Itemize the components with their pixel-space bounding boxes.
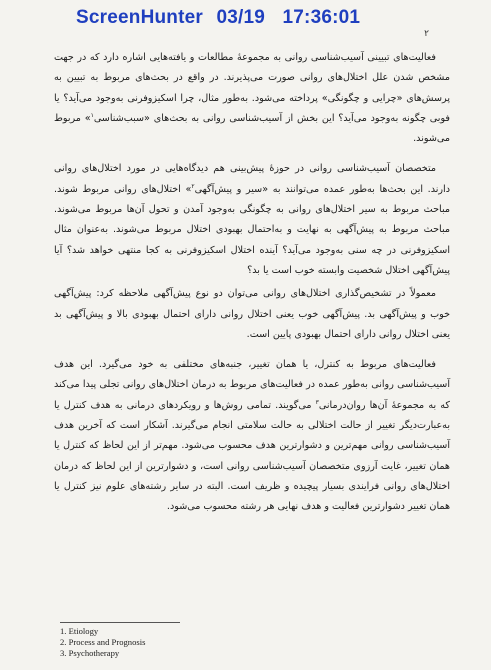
screenshot-banner [76, 7, 360, 29]
footnote-item: 2. Process and Prognosis [60, 637, 146, 647]
paragraph: متخصصان آسیب‌شناسی روانی در حوزهٔ پیش‌بینی هم دیدگاه‌هایی در مورد اختلال‌های روانی دارند. این بحث‌ها به‌طور عمده می‌توانند به «سیر و پیش‌آگهی$^۲$» اختلال‌های روانی مربوط شوند. مباحث مربوط به سیر اختلال‌های روانی به چگونگی به‌وجود آمدن و تحول آن‌ها مربوط می‌شوند. مباحث مربوط به پیش‌آگهی به نهایت و به‌احتمال بهبودی اختلال مربوط می‌شوند. به‌عنوان مثال اسکیزوفرنی در چه سنی به‌وجود می‌آید؟ آینده اختلال اسکیزوفرنی به کجا منتهی خواهد شد؟ آیا پیش‌آگهی اختلال شخصیت وابسته خوب است یا بد؟ [54, 163, 450, 276]
paragraph: معمولاً در تشخیص‌گذاری اختلال‌های روانی می‌توان دو نوع پیش‌آگهی ملاحظه کرد: پیش‌آگهی خوب و پیش‌آگهی بد. پیش‌آگهی خوب یعنی اختلال روانی دارای احتمال بهبودی بالا و پیش‌آگهی بد یعنی اختلال روانی دارای احتمال بهبودی پایین است. [54, 288, 450, 340]
footnote-divider [60, 622, 180, 623]
footnotes [60, 626, 145, 659]
footnote-ref: ۲ [191, 182, 195, 190]
banner-time: 17:36:01 [282, 7, 361, 28]
footnote-ref: ۱ [90, 111, 94, 119]
footnote-item: 3. Psychotherapy [60, 648, 120, 658]
footnote-ref: ۳ [315, 398, 319, 406]
banner-app-name: ScreenHunter [76, 7, 203, 28]
running-head: ۲ [424, 29, 429, 39]
footnote-item: 1. Etiology [60, 626, 99, 636]
body-text [54, 48, 450, 518]
paragraph: فعالیت‌های مربوط به کنترل، یا همان تغییر، جنبه‌های مختلفی به خود می‌گیرد. این هدف آسیب‌شناسی روانی به‌طور عمده در فعالیت‌های مربوط به درمان اختلال‌های روانی تجلی پیدا می‌کند که به مجموعهٔ آن‌ها روان‌درمانی$^۳$ می‌گویند. تمامی روش‌ها و رویکردهای درمانی به هدف کنترل یا به‌عبارت‌دیگر تغییر از حالت اختلالی به حالت سلامتی انجام می‌گیرند. آشکار است که آخرین هدف آسیب‌شناسی روانی مهم‌ترین و دشوارترین هدف محسوب می‌شود. مهم‌تر از این لحاظ که کنترل یا همان تغییر، غایت آرزوی متخصصان آسیب‌شناسی روانی است، و دشوارترین از این لحاظ که درمان اختلال‌های روانی فرایندی بسیار پیچیده و ظریف است. البته در سایر رشته‌های علوم نیز کنترل یا همان تغییر دشوارترین فعالیت و هدف نهایی هر رشته محسوب می‌شود. [54, 359, 450, 513]
paragraph: فعالیت‌های تبیینی آسیب‌شناسی روانی به مجموعهٔ مطالعات و یافته‌هایی اشاره دارد که در جهت مشخص شدن علل اختلال‌های روانی صورت می‌پذیرند. در واقع در بحث‌های مربوط به تبیین به پرسش‌های «چرایی و چگونگی» پرداخته می‌شود. به‌طور مثال، چرا اسکیزوفرنی به‌وجود می‌آید؟ یا فوبی چگونه به‌وجود می‌آید؟ این بخش از آسیب‌شناسی روانی به بحث‌های «سبب‌شناسی$^۱$» مربوط می‌شوند. [54, 52, 450, 145]
banner-date: 03/19 [216, 7, 266, 28]
